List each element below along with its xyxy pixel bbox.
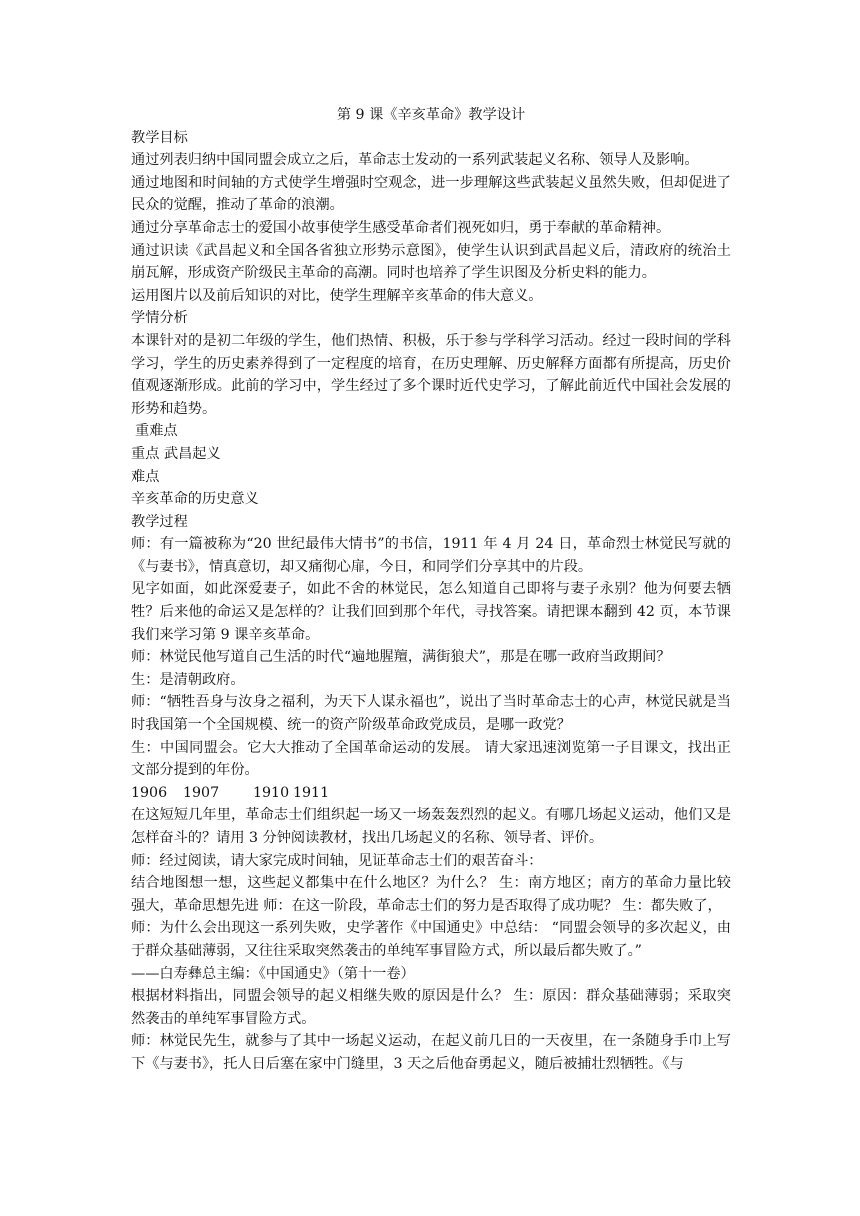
process-paragraph: 师：林觉民他写道自己生活的时代“遍地腥羶，满街狼犬”，那是在哪一政府当政期间？ — [131, 649, 671, 666]
section-heading-key-points: 重难点 — [135, 423, 178, 440]
process-paragraph: 师：“牺牲吾身与汝身之福利，为天下人谋永福也”，说出了当时革命志士的心声，林觉民就是当时我国第一个全国规模、统一的资产阶级革命政党成员，是哪一政党？ — [131, 694, 731, 734]
section-heading-difficulty: 难点 — [131, 468, 160, 485]
process-paragraph: 结合地图想一想，这些起义都集中在什么地区？为什么？ 生：南方地区；南方的革命力量比较强大，革命思想先进 师：在这一阶段，革命志士们的努力是否取得了成功呢？ 生：都失败了， — [131, 875, 731, 914]
goal-item: 运用图片以及前后知识的对比，使学生理解辛亥革命的伟大意义。 — [131, 287, 543, 304]
section-heading-goals: 教学目标 — [131, 129, 188, 146]
goal-item: 通过识读《武昌起义和全国各省独立形势示意图》，使学生认识到武昌起义后，清政府的统治土崩瓦解，形成资产阶级民主革命的高潮。同时也培养了学生识图及分析史料的能力。 — [131, 242, 731, 282]
process-paragraph: 根据材料指出，同盟会领导的起义相继失败的原因是什么？ 生：原因：群众基础薄弱；采取突然袭击的单纯军事冒险方式。 — [131, 988, 731, 1027]
process-paragraph: 师：林觉民先生，就参与了其中一场起义运动，在起义前几日的一天夜里，在一条随身手巾上写下《与妻书》，托人日后塞在家中门缝里，3 天之后他奋勇起义，随后被捕壮烈牺牲。《与 — [131, 1033, 731, 1072]
process-paragraph: 生：中国同盟会。它大大推动了全国革命运动的发展。 请大家迅速浏览第一子目课文，找出正文部分提到的年份。 — [131, 739, 731, 779]
citation: ——白寿彝总主编：《中国通史》（第十一卷） — [131, 965, 415, 982]
process-paragraph: 见字如面，如此深爱妻子，如此不舍的林觉民，怎么知道自己即将与妻子永别？他为何要去牺牲？后来他的命运又是怎样的？让我们回到那个年代，寻找答案。请把课本翻到 42 页，本节课我们来学习第 9 课辛亥革命。 — [131, 581, 731, 643]
process-paragraph: 师：经过阅读，请大家完成时间轴，见证革命志士们的艰苦奋斗： — [131, 852, 543, 869]
years-line — [131, 782, 731, 805]
document-title: 第 9 课《辛亥革命》教学设计 — [336, 107, 526, 123]
process-paragraph: 师：为什么会出现这一系列失败，史学著作《中国通史》中总结： “同盟会领导的多次起义，由于群众基础薄弱，又往往采取突然袭击的单纯军事冒险方式，所以最后都失败了。” — [131, 920, 731, 959]
year: 1910 — [253, 784, 290, 801]
process-paragraph: 在这短短几年里，革命志士们组织起一场又一场轰轰烈烈的起义。有哪几场起义运动，他们又是怎样奋斗的？请用 3 分钟阅读教材，找出几场起义的名称、领导者、评价。 — [131, 807, 731, 846]
difficulty-point: 辛亥革命的历史意义 — [131, 491, 259, 508]
year: 1911 — [293, 784, 330, 801]
key-point: 重点 武昌起义 — [131, 445, 221, 462]
year: 1906 — [131, 784, 168, 801]
document-body — [131, 104, 731, 1076]
process-paragraph: 师：有一篇被称为“20 世纪最伟大情书”的书信，1911 年 4 月 24 日，革命烈士林觉民写就的《与妻书》，情真意切，却又痛彻心扉，今日，和同学们分享其中的片段。 — [131, 536, 731, 575]
section-heading-analysis: 学情分析 — [131, 310, 188, 327]
goal-item: 通过分享革命志士的爱国小故事使学生感受革命者们视死如归，勇于奉献的革命精神。 — [131, 219, 671, 236]
process-paragraph: 生：是清朝政府。 — [131, 671, 245, 688]
year: 1907 — [183, 784, 220, 801]
section-heading-process: 教学过程 — [131, 513, 188, 530]
goal-item: 通过地图和时间轴的方式使学生增强时空观念，进一步理解这些武装起义虽然失败，但却促进了民众的觉醒，推动了革命的浪潮。 — [131, 174, 731, 214]
analysis-paragraph: 本课针对的是初二年级的学生，他们热情、积极，乐于参与学科学习活动。经过一段时间的学科学习，学生的历史素养得到了一定程度的培育，在历史理解、历史解释方面都有所提高，历史价值观逐渐形成。此前的学习中，学生经过了多个课时近代史学习，了解此前近代中国社会发展的形势和趋势。 — [131, 332, 731, 417]
goal-item: 通过列表归纳中国同盟会成立之后，革命志士发动的一系列武装起义名称、领导人及影响。 — [131, 152, 699, 169]
